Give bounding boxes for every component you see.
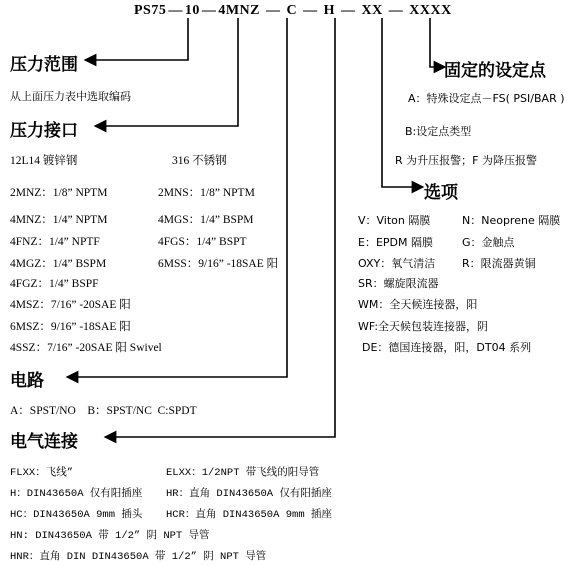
electrical-row: HN: DIN43650A 带 1/2” 阴 NPT 导管 [10, 530, 210, 542]
pressure-range-title: 压力范围 [10, 55, 78, 75]
port-row: 4SSZ：7/16” -20SAE 阳 Swivel [10, 342, 162, 354]
option-item: R：限流器黄铜 [462, 257, 536, 270]
electrical-row: HCR：直角 DIN43650A 9mm 插座 [166, 509, 332, 521]
electrical-row: HNR：直角 DIN DIN43650A 带 1/2” 阴 NPT 导管 [10, 551, 267, 563]
port-row: 2MNS：1/8” NPTM [158, 187, 255, 199]
port-row: 6MSZ：9/16” -18SAE 阳 [10, 321, 131, 333]
circuit-title: 电路 [10, 371, 44, 391]
electrical-row: ELXX：1/2NPT 带飞线的阳导管 [166, 467, 320, 479]
model-code: PS75 — 10 — 4MNZ — C — H — XX — XXXX [134, 3, 452, 18]
port-row: 4FGZ：1/4” BSPF [10, 278, 99, 290]
pressure-port-col2-header: 316 不锈钢 [172, 155, 227, 167]
fixed-setpoint-line2: B:设定点类型 [405, 125, 472, 138]
pressure-range-note: 从上面压力表中选取编码 [10, 90, 131, 103]
circuit-options: A：SPST/NO B：SPST/NC C:SPDT [10, 405, 197, 417]
code-options: XX [361, 3, 383, 18]
code-range: 10 [184, 3, 200, 18]
arrow-pressure-port [100, 18, 238, 126]
option-item: E：EPDM 隔膜 [358, 236, 433, 249]
arrow-pressure-range [90, 18, 188, 60]
fixed-setpoint-line3: R 为升压报警；F 为降压报警 [395, 154, 537, 167]
port-row: 4MGZ：1/4” BSPM [10, 258, 107, 270]
code-port: 4MNZ [218, 3, 261, 18]
electrical-row: HC：DIN43650A 9mm 插头 [10, 509, 143, 521]
port-row: 4MNZ：1/4” NPTM [10, 214, 108, 226]
port-row: 4MGS：1/4” BSPM [158, 214, 254, 226]
fixed-setpoint-line1: A：特殊设定点－FS( PSI/BAR ) [408, 92, 565, 105]
option-item: N：Neoprene 隔膜 [462, 214, 561, 227]
fixed-setpoint-title: 固定的设定点 [444, 61, 546, 81]
option-item: DE：德国连接器，阳，DT04 系列 [362, 341, 532, 354]
electrical-row: H：DIN43650A 仅有阳插座 [10, 488, 143, 500]
code-circuit: C [286, 3, 298, 18]
option-item: G：金触点 [462, 236, 515, 249]
port-row: 6MSS：9/16” -18SAE 阳 [158, 258, 279, 270]
arrow-fixed-setpoint [430, 18, 440, 67]
option-item: SR：螺旋限流器 [358, 277, 439, 290]
option-item: OXY：氧气清洁 [358, 257, 436, 270]
pressure-port-col1-header: 12L14 镀锌钢 [10, 155, 78, 167]
port-row: 4FGS：1/4” BSPT [158, 236, 247, 248]
options-title: 选项 [424, 183, 458, 203]
code-setpoint: XXXX [409, 3, 452, 18]
port-row: 4FNZ：1/4” NPTF [10, 236, 100, 248]
electrical-title: 电气连接 [10, 432, 78, 452]
option-item: WM：全天候连接器，阳 [358, 298, 478, 311]
port-row: 2MNZ：1/8” NPTM [10, 187, 108, 199]
code-series: PS75 [134, 3, 167, 18]
code-electrical: H [323, 3, 336, 18]
arrow-electrical [110, 18, 335, 437]
pressure-port-title: 压力接口 [10, 121, 78, 141]
electrical-row: HR：直角 DIN43650A 仅有阳插座 [166, 488, 332, 500]
option-item: V：Viton 隔膜 [358, 214, 431, 227]
option-item: WF:全天候包装连接器，阴 [358, 320, 489, 333]
port-row: 4MSZ：7/16” -20SAE 阳 [10, 299, 131, 311]
electrical-row: FLXX：飞线” [10, 467, 74, 479]
